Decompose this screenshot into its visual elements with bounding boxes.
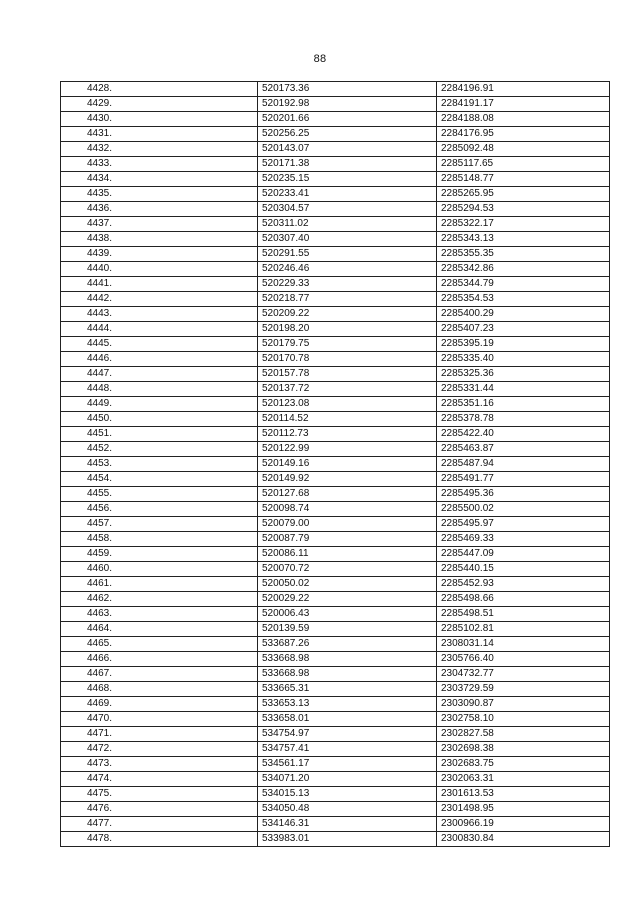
table-row xyxy=(61,802,610,817)
point-number-cell: 4461. xyxy=(61,577,258,592)
x-coordinate-cell: 520291.55 xyxy=(258,247,437,262)
point-number-cell: 4466. xyxy=(61,652,258,667)
x-coordinate-cell: 520218.77 xyxy=(258,292,437,307)
table-row xyxy=(61,217,610,232)
y-coordinate-cell: 2285355.35 xyxy=(437,247,610,262)
x-coordinate-cell: 534757.41 xyxy=(258,742,437,757)
y-coordinate-cell: 2302758.10 xyxy=(437,712,610,727)
point-number-cell: 4472. xyxy=(61,742,258,757)
x-coordinate-cell: 520029.22 xyxy=(258,592,437,607)
point-number-cell: 4474. xyxy=(61,772,258,787)
y-coordinate-cell: 2285148.77 xyxy=(437,172,610,187)
point-number-cell: 4458. xyxy=(61,532,258,547)
point-number-cell: 4446. xyxy=(61,352,258,367)
x-coordinate-cell: 520087.79 xyxy=(258,532,437,547)
x-coordinate-cell: 534754.97 xyxy=(258,727,437,742)
point-number-cell: 4476. xyxy=(61,802,258,817)
point-number-cell: 4430. xyxy=(61,112,258,127)
point-number-cell: 4454. xyxy=(61,472,258,487)
table-row xyxy=(61,82,610,97)
x-coordinate-cell: 520122.99 xyxy=(258,442,437,457)
y-coordinate-cell: 2285407.23 xyxy=(437,322,610,337)
point-number-cell: 4439. xyxy=(61,247,258,262)
x-coordinate-cell: 533687.26 xyxy=(258,637,437,652)
y-coordinate-cell: 2285491.77 xyxy=(437,472,610,487)
x-coordinate-cell: 520246.46 xyxy=(258,262,437,277)
y-coordinate-cell: 2284191.17 xyxy=(437,97,610,112)
x-coordinate-cell: 534071.20 xyxy=(258,772,437,787)
point-number-cell: 4443. xyxy=(61,307,258,322)
point-number-cell: 4441. xyxy=(61,277,258,292)
y-coordinate-cell: 2285331.44 xyxy=(437,382,610,397)
table-row xyxy=(61,232,610,247)
table-row xyxy=(61,712,610,727)
x-coordinate-cell: 520201.66 xyxy=(258,112,437,127)
x-coordinate-cell: 520006.43 xyxy=(258,607,437,622)
table-row xyxy=(61,172,610,187)
y-coordinate-cell: 2284176.95 xyxy=(437,127,610,142)
table-row xyxy=(61,532,610,547)
table-row xyxy=(61,322,610,337)
x-coordinate-cell: 520173.36 xyxy=(258,82,437,97)
x-coordinate-cell: 520149.16 xyxy=(258,457,437,472)
x-coordinate-cell: 520139.59 xyxy=(258,622,437,637)
y-coordinate-cell: 2302698.38 xyxy=(437,742,610,757)
point-number-cell: 4442. xyxy=(61,292,258,307)
point-number-cell: 4473. xyxy=(61,757,258,772)
x-coordinate-cell: 520256.25 xyxy=(258,127,437,142)
point-number-cell: 4444. xyxy=(61,322,258,337)
point-number-cell: 4460. xyxy=(61,562,258,577)
y-coordinate-cell: 2285354.53 xyxy=(437,292,610,307)
table-row xyxy=(61,157,610,172)
x-coordinate-cell: 520307.40 xyxy=(258,232,437,247)
table-row xyxy=(61,787,610,802)
y-coordinate-cell: 2285447.09 xyxy=(437,547,610,562)
table-row xyxy=(61,397,610,412)
table-row xyxy=(61,592,610,607)
table-row xyxy=(61,97,610,112)
x-coordinate-cell: 520235.15 xyxy=(258,172,437,187)
point-number-cell: 4449. xyxy=(61,397,258,412)
x-coordinate-cell: 520229.33 xyxy=(258,277,437,292)
x-coordinate-cell: 520114.52 xyxy=(258,412,437,427)
table-row xyxy=(61,112,610,127)
y-coordinate-cell: 2285117.65 xyxy=(437,157,610,172)
x-coordinate-cell: 533653.13 xyxy=(258,697,437,712)
point-number-cell: 4450. xyxy=(61,412,258,427)
x-coordinate-cell: 520086.11 xyxy=(258,547,437,562)
x-coordinate-cell: 520143.07 xyxy=(258,142,437,157)
point-number-cell: 4467. xyxy=(61,667,258,682)
point-number-cell: 4453. xyxy=(61,457,258,472)
x-coordinate-cell: 534561.17 xyxy=(258,757,437,772)
x-coordinate-cell: 520112.73 xyxy=(258,427,437,442)
table-row xyxy=(61,577,610,592)
page-number: 88 xyxy=(313,53,327,65)
table-row xyxy=(61,262,610,277)
x-coordinate-cell: 520149.92 xyxy=(258,472,437,487)
point-number-cell: 4438. xyxy=(61,232,258,247)
y-coordinate-cell: 2300830.84 xyxy=(437,832,610,847)
y-coordinate-cell: 2285463.87 xyxy=(437,442,610,457)
point-number-cell: 4434. xyxy=(61,172,258,187)
point-number-cell: 4429. xyxy=(61,97,258,112)
y-coordinate-cell: 2302683.75 xyxy=(437,757,610,772)
y-coordinate-cell: 2285335.40 xyxy=(437,352,610,367)
table-row xyxy=(61,142,610,157)
point-number-cell: 4456. xyxy=(61,502,258,517)
y-coordinate-cell: 2285422.40 xyxy=(437,427,610,442)
point-number-cell: 4447. xyxy=(61,367,258,382)
table-row xyxy=(61,502,610,517)
y-coordinate-cell: 2285487.94 xyxy=(437,457,610,472)
point-number-cell: 4436. xyxy=(61,202,258,217)
x-coordinate-cell: 520123.08 xyxy=(258,397,437,412)
y-coordinate-cell: 2285342.86 xyxy=(437,262,610,277)
y-coordinate-cell: 2285294.53 xyxy=(437,202,610,217)
y-coordinate-cell: 2285495.36 xyxy=(437,487,610,502)
y-coordinate-cell: 2308031.14 xyxy=(437,637,610,652)
point-number-cell: 4462. xyxy=(61,592,258,607)
y-coordinate-cell: 2285498.66 xyxy=(437,592,610,607)
y-coordinate-cell: 2285322.17 xyxy=(437,217,610,232)
table-row xyxy=(61,697,610,712)
point-number-cell: 4433. xyxy=(61,157,258,172)
y-coordinate-cell: 2302827.58 xyxy=(437,727,610,742)
x-coordinate-cell: 520127.68 xyxy=(258,487,437,502)
point-number-cell: 4471. xyxy=(61,727,258,742)
table-row xyxy=(61,472,610,487)
table-row xyxy=(61,352,610,367)
y-coordinate-cell: 2285400.29 xyxy=(437,307,610,322)
point-number-cell: 4469. xyxy=(61,697,258,712)
x-coordinate-cell: 520192.98 xyxy=(258,97,437,112)
table-row xyxy=(61,562,610,577)
x-coordinate-cell: 533658.01 xyxy=(258,712,437,727)
x-coordinate-cell: 534050.48 xyxy=(258,802,437,817)
y-coordinate-cell: 2285395.19 xyxy=(437,337,610,352)
point-number-cell: 4448. xyxy=(61,382,258,397)
table-row xyxy=(61,682,610,697)
y-coordinate-cell: 2300966.19 xyxy=(437,817,610,832)
x-coordinate-cell: 534015.13 xyxy=(258,787,437,802)
point-number-cell: 4475. xyxy=(61,787,258,802)
x-coordinate-cell: 520098.74 xyxy=(258,502,437,517)
x-coordinate-cell: 520050.02 xyxy=(258,577,437,592)
table-row xyxy=(61,817,610,832)
point-number-cell: 4464. xyxy=(61,622,258,637)
y-coordinate-cell: 2285325.36 xyxy=(437,367,610,382)
y-coordinate-cell: 2285498.51 xyxy=(437,607,610,622)
table-row xyxy=(61,337,610,352)
x-coordinate-cell: 520311.02 xyxy=(258,217,437,232)
point-number-cell: 4437. xyxy=(61,217,258,232)
x-coordinate-cell: 520079.00 xyxy=(258,517,437,532)
point-number-cell: 4435. xyxy=(61,187,258,202)
table-row xyxy=(61,382,610,397)
table-row xyxy=(61,487,610,502)
x-coordinate-cell: 520157.78 xyxy=(258,367,437,382)
x-coordinate-cell: 534146.31 xyxy=(258,817,437,832)
y-coordinate-cell: 2303090.87 xyxy=(437,697,610,712)
table-row xyxy=(61,742,610,757)
y-coordinate-cell: 2301498.95 xyxy=(437,802,610,817)
x-coordinate-cell: 520070.72 xyxy=(258,562,437,577)
table-row xyxy=(61,277,610,292)
point-number-cell: 4440. xyxy=(61,262,258,277)
y-coordinate-cell: 2285500.02 xyxy=(437,502,610,517)
table-row xyxy=(61,187,610,202)
table-row xyxy=(61,307,610,322)
table-row xyxy=(61,367,610,382)
x-coordinate-cell: 533665.31 xyxy=(258,682,437,697)
table-row xyxy=(61,622,610,637)
table-row xyxy=(61,727,610,742)
point-number-cell: 4457. xyxy=(61,517,258,532)
table-row xyxy=(61,607,610,622)
y-coordinate-cell: 2284188.08 xyxy=(437,112,610,127)
y-coordinate-cell: 2285495.97 xyxy=(437,517,610,532)
y-coordinate-cell: 2301613.53 xyxy=(437,787,610,802)
y-coordinate-cell: 2285102.81 xyxy=(437,622,610,637)
point-number-cell: 4459. xyxy=(61,547,258,562)
y-coordinate-cell: 2284196.91 xyxy=(437,82,610,97)
x-coordinate-cell: 520170.78 xyxy=(258,352,437,367)
table-row xyxy=(61,832,610,847)
table-row xyxy=(61,292,610,307)
table-row xyxy=(61,247,610,262)
table-row xyxy=(61,547,610,562)
coordinates-table-body xyxy=(61,82,610,847)
table-row xyxy=(61,127,610,142)
point-number-cell: 4452. xyxy=(61,442,258,457)
x-coordinate-cell: 533668.98 xyxy=(258,667,437,682)
y-coordinate-cell: 2285440.15 xyxy=(437,562,610,577)
x-coordinate-cell: 520209.22 xyxy=(258,307,437,322)
point-number-cell: 4445. xyxy=(61,337,258,352)
point-number-cell: 4468. xyxy=(61,682,258,697)
x-coordinate-cell: 533983.01 xyxy=(258,832,437,847)
coordinates-table xyxy=(60,81,610,847)
y-coordinate-cell: 2303729.59 xyxy=(437,682,610,697)
y-coordinate-cell: 2302063.31 xyxy=(437,772,610,787)
x-coordinate-cell: 520304.57 xyxy=(258,202,437,217)
point-number-cell: 4478. xyxy=(61,832,258,847)
table-row xyxy=(61,652,610,667)
point-number-cell: 4470. xyxy=(61,712,258,727)
x-coordinate-cell: 520179.75 xyxy=(258,337,437,352)
table-row xyxy=(61,667,610,682)
point-number-cell: 4455. xyxy=(61,487,258,502)
x-coordinate-cell: 520171.38 xyxy=(258,157,437,172)
table-row xyxy=(61,772,610,787)
x-coordinate-cell: 520233.41 xyxy=(258,187,437,202)
table-row xyxy=(61,427,610,442)
y-coordinate-cell: 2285343.13 xyxy=(437,232,610,247)
y-coordinate-cell: 2304732.77 xyxy=(437,667,610,682)
y-coordinate-cell: 2285351.16 xyxy=(437,397,610,412)
y-coordinate-cell: 2285452.93 xyxy=(437,577,610,592)
table-row xyxy=(61,757,610,772)
point-number-cell: 4431. xyxy=(61,127,258,142)
y-coordinate-cell: 2285092.48 xyxy=(437,142,610,157)
table-row xyxy=(61,457,610,472)
point-number-cell: 4463. xyxy=(61,607,258,622)
table-row xyxy=(61,442,610,457)
x-coordinate-cell: 520137.72 xyxy=(258,382,437,397)
x-coordinate-cell: 533668.98 xyxy=(258,652,437,667)
table-row xyxy=(61,202,610,217)
y-coordinate-cell: 2285378.78 xyxy=(437,412,610,427)
table-row xyxy=(61,412,610,427)
table-row xyxy=(61,517,610,532)
y-coordinate-cell: 2285469.33 xyxy=(437,532,610,547)
y-coordinate-cell: 2285265.95 xyxy=(437,187,610,202)
point-number-cell: 4451. xyxy=(61,427,258,442)
y-coordinate-cell: 2285344.79 xyxy=(437,277,610,292)
point-number-cell: 4428. xyxy=(61,82,258,97)
point-number-cell: 4477. xyxy=(61,817,258,832)
y-coordinate-cell: 2305766.40 xyxy=(437,652,610,667)
x-coordinate-cell: 520198.20 xyxy=(258,322,437,337)
table-row xyxy=(61,637,610,652)
point-number-cell: 4432. xyxy=(61,142,258,157)
point-number-cell: 4465. xyxy=(61,637,258,652)
